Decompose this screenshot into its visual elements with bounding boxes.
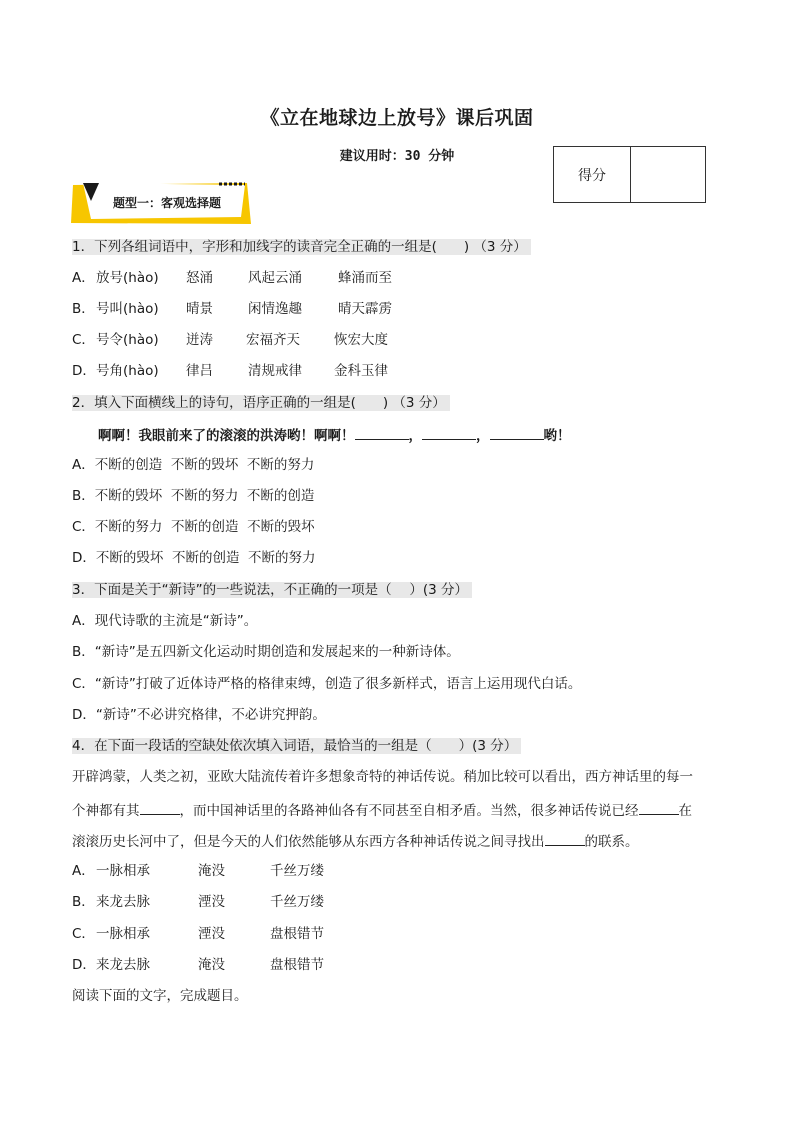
- blank-2[interactable]: [422, 425, 476, 440]
- blank-1[interactable]: [140, 800, 180, 815]
- q2-option-a: A．不断的创造 不断的毁坏 不断的努力: [72, 457, 315, 473]
- score-value-cell: [631, 147, 705, 202]
- blank-2[interactable]: [639, 800, 679, 815]
- q1-option-b-row: B．号叫(hào) 晴景 闲情逸趣 晴天霹雳: [72, 301, 392, 317]
- q3-option-b: B．“新诗”是五四新文化运动时期创造和发展起来的一种新诗体。: [72, 644, 460, 660]
- blank-1[interactable]: [355, 425, 409, 440]
- q4-paragraph-line-2: 个神都有其 ，而中国神话里的各路神仙各有不同甚至自相矛盾。当然，很多神话传说已经 在: [72, 800, 692, 820]
- q2-option-b: B．不断的毁坏 不断的努力 不断的创造: [72, 488, 315, 504]
- score-label: 得分: [554, 147, 631, 202]
- q1-option-d-row: D．号角(hào) 律吕 清规戒律 金科玉律: [72, 363, 388, 379]
- section-banner: [69, 181, 253, 226]
- q4-paragraph-line-1: 开辟鸿蒙，人类之初，亚欧大陆流传着许多想象奇特的神话传说。稍加比较可以看出，西方神话里的每一: [72, 769, 693, 785]
- q4-option-b: B．来龙去脉 湮没 千丝万缕: [72, 894, 324, 910]
- q1-option-c-row: C．号令(hào) 迸涛 宏福齐天 恢宏大度: [72, 332, 388, 348]
- q3-option-a: A．现代诗歌的主流是“新诗”。: [72, 613, 258, 629]
- question-3-stem: 3．下面是关于“新诗”的一些说法，不正确的一项是（ ）(3 分）: [72, 581, 472, 599]
- score-box: [553, 146, 706, 203]
- q2-option-c: C．不断的努力 不断的创造 不断的毁坏: [72, 519, 315, 535]
- question-4-stem: 4．在下面一段话的空缺处依次填入词语，最恰当的一组是（ ）(3 分）: [72, 737, 521, 755]
- reading-prompt: 阅读下面的文字，完成题目。: [72, 988, 248, 1004]
- q2-poem-line: 啊啊！我眼前来了的滚滚的洪涛哟！啊啊！ ， ， 哟！: [98, 425, 571, 445]
- question-1-stem: 1．下列各组词语中，字形和加线字的读音完全正确的一组是( ) （3 分）: [72, 238, 531, 256]
- q2-option-d: D．不断的毁坏 不断的创造 不断的努力: [72, 550, 316, 566]
- q3-option-c: C．“新诗”打破了近体诗严格的格律束缚，创造了很多新样式，语言上运用现代白话。: [72, 676, 582, 692]
- page-title: 《立在地球边上放号》课后巩固: [260, 107, 534, 129]
- q4-option-d: D．来龙去脉 淹没 盘根错节: [72, 957, 324, 973]
- q4-option-a: A．一脉相承 淹没 千丝万缕: [72, 863, 324, 879]
- q1-option-a-row: A．放号(hào) 怒涌 风起云涌 蜂涌而至: [72, 270, 392, 286]
- question-2-stem: 2．填入下面横线上的诗句，语序正确的一组是( ) （3 分）: [72, 394, 450, 412]
- q3-option-d: D．“新诗”不必讲究格律，不必讲究押韵。: [72, 707, 326, 723]
- section-banner-text: 题型一：客观选择题: [113, 196, 222, 210]
- blank-3[interactable]: [545, 831, 585, 846]
- q4-paragraph-line-3: 滚滚历史长河中了，但是今天的人们依然能够从东西方各种神话传说之间寻找出 的联系。: [72, 831, 639, 851]
- q4-option-c: C．一脉相承 湮没 盘根错节: [72, 926, 324, 942]
- suggested-time: 建议用时：30 分钟: [339, 149, 455, 164]
- blank-3[interactable]: [490, 425, 544, 440]
